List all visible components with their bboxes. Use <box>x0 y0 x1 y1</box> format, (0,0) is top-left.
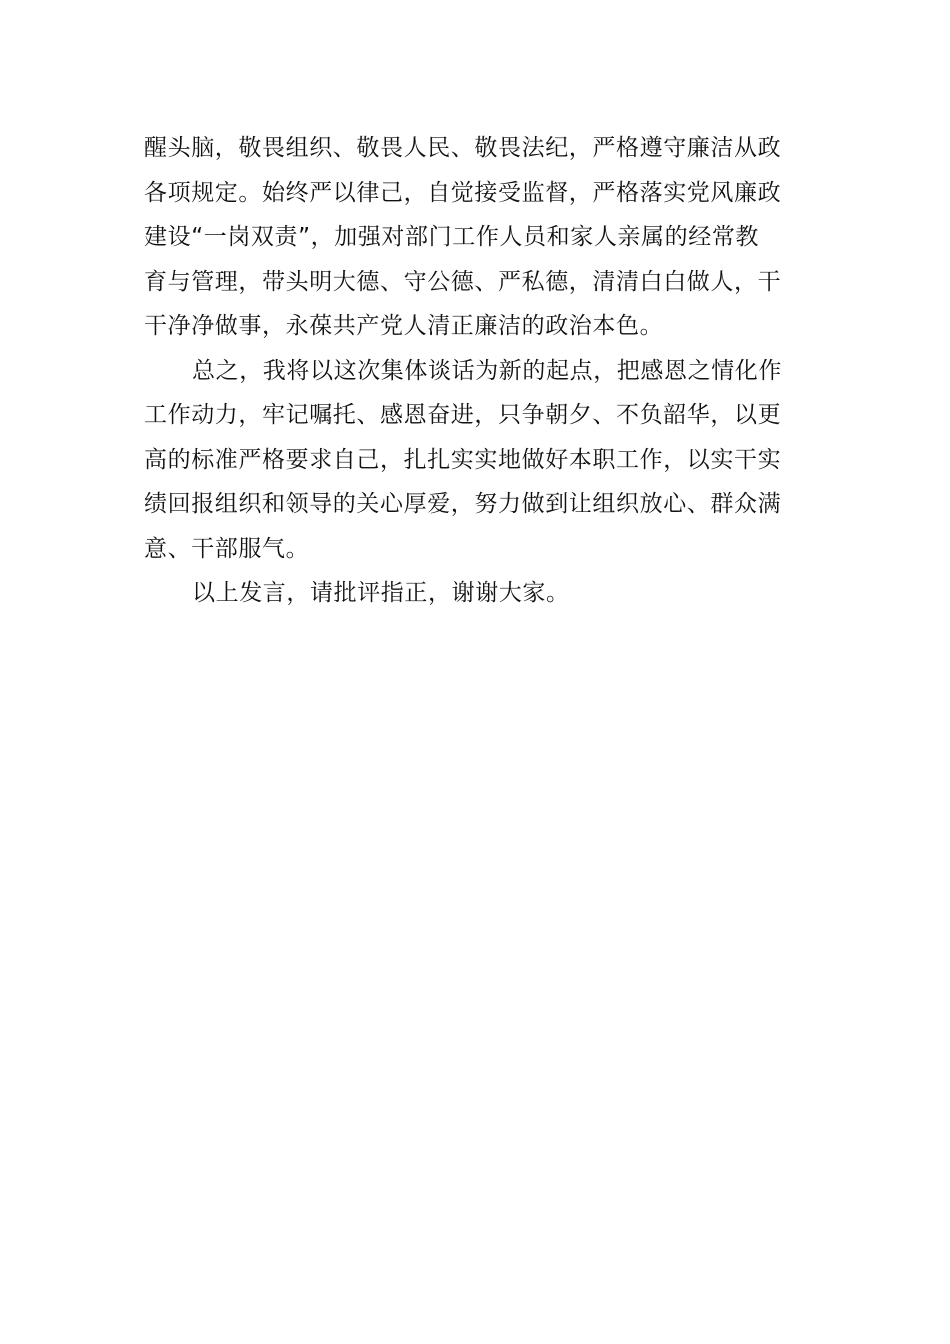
paragraph-line: 各项规定。始终严以律己，自觉接受监督，严格落实党风廉政 <box>144 179 782 206</box>
paragraph-line: 绩回报组织和领导的关心厚爱，努力做到让组织放心、群众满 <box>144 491 782 517</box>
paragraph-line: 建设“一岗双责”，加强对部门工作人员和家人亲属的经常教 <box>144 224 760 250</box>
paragraph-line: 工作动力，牢记嘱托、感恩奋进，只争朝夕、不负韶华，以更 <box>144 402 782 428</box>
paragraph-line: 总之，我将以这次集体谈话为新的起点，把感恩之情化作 <box>192 357 782 384</box>
paragraph-integrity <box>144 126 808 349</box>
paragraph-line: 育与管理，带头明大德、守公德、严私德，清清白白做人，干 <box>144 268 782 295</box>
paragraph-closing <box>144 571 808 616</box>
document-body <box>144 126 808 616</box>
paragraph-line: 高的标准严格要求自己，扎扎实实地做好本职工作，以实干实 <box>144 446 782 473</box>
paragraph-line: 以上发言，请批评指正，谢谢大家。 <box>192 580 570 606</box>
paragraph-line: 醒头脑，敬畏组织、敬畏人民、敬畏法纪，严格遵守廉洁从政 <box>144 135 782 161</box>
paragraph-line: 意、干部服气。 <box>144 535 310 562</box>
paragraph-conclusion <box>144 349 808 572</box>
paragraph-line: 干净净做事，永葆共产党人清正廉洁的政治本色。 <box>144 313 664 339</box>
